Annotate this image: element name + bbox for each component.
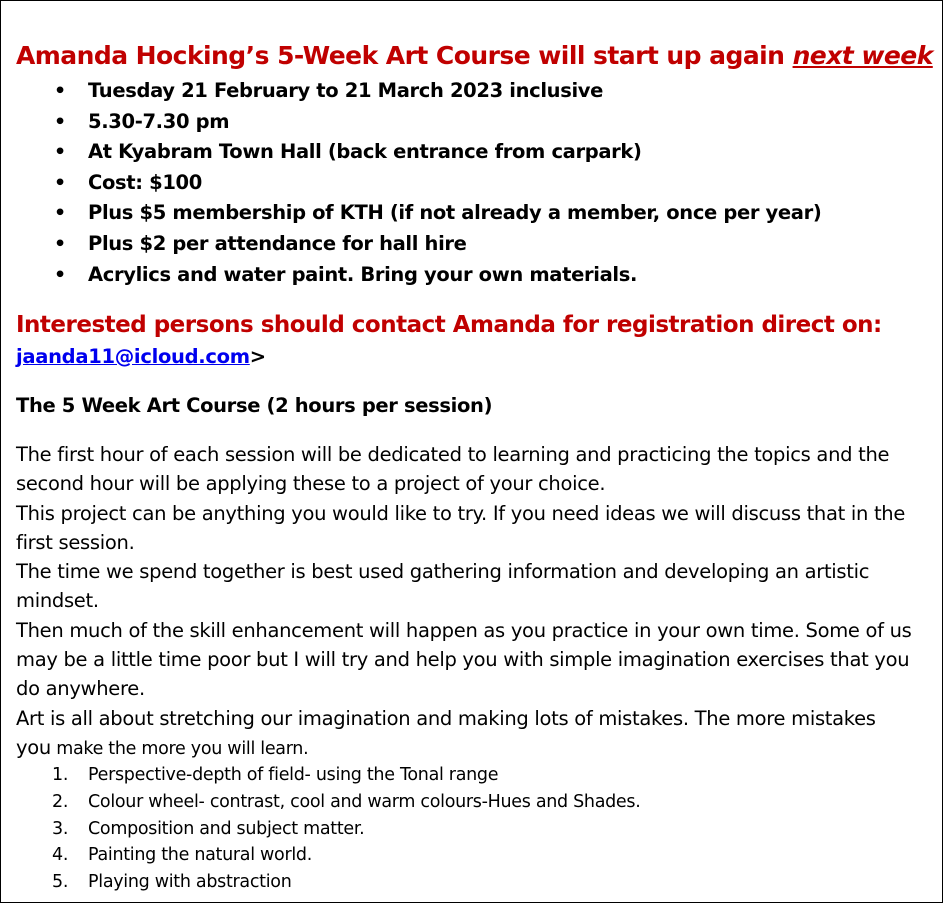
bullet-icon: • [54, 171, 66, 194]
course-topics-list [1, 762, 942, 896]
description-paragraph: This project can be anything you would like to try. If you need ideas we will discuss that in the first session. [16, 501, 906, 554]
topic-text: Composition and subject matter. [88, 818, 365, 839]
course-title-main: Amanda Hocking’s 5-Week Art Course will start up again [16, 41, 793, 70]
email-trailing-text: > [249, 345, 266, 368]
course-subheading: The 5 Week Art Course (2 hours per session) [16, 394, 493, 417]
topic-item [1, 869, 942, 896]
bullet-icon: • [54, 110, 66, 133]
detail-item-dates: • Tuesday 21 February to 21 March 2023 inclusive [1, 76, 942, 107]
email-line [16, 342, 266, 372]
topic-item [1, 789, 942, 816]
course-description [16, 440, 936, 764]
topic-text: Colour wheel- contrast, cool and warm colours-Hues and Shades. [88, 791, 641, 812]
topic-number: 4. [52, 845, 69, 866]
detail-item-venue: • At Kyabram Town Hall (back entrance from carpark) [1, 137, 942, 168]
bullet-icon: • [54, 232, 66, 255]
topic-number: 1. [52, 765, 69, 785]
detail-item-membership: • Plus $5 membership of KTH (if not already a member, once per year) [1, 198, 942, 229]
contact-heading: Interested persons should contact Amanda for registration direct on: [16, 312, 882, 338]
description-paragraph: The first hour of each session will be dedicated to learning and practicing the topics and the second hour will be applying these to a project of your choice. [16, 443, 890, 496]
last-paragraph-line2-start: you [16, 735, 51, 759]
last-paragraph-line2-rest: make the more you will learn. [50, 738, 309, 759]
last-paragraph-line1: Art is all about stretching our imagination and making lots of mistakes. The more mistakes [16, 706, 876, 730]
topic-number: 3. [52, 818, 69, 839]
topic-item [1, 816, 942, 843]
topic-number: 5. [52, 872, 69, 893]
detail-item-hall-hire: • Plus $2 per attendance for hall hire [1, 229, 942, 260]
topic-item [1, 762, 942, 789]
bullet-icon: • [54, 202, 66, 225]
topic-text: Playing with abstraction [88, 872, 292, 893]
bullet-icon: • [54, 141, 66, 164]
description-paragraph: The time we spend together is best used gathering information and developing an artistic mindset. [16, 560, 870, 613]
description-paragraph: Then much of the skill enhancement will happen as you practice in your own time. Some of us may be a little time poor but I will try and help you with simple imagination exercises that you do anywhere. [16, 618, 912, 701]
description-paragraph-last [16, 704, 936, 765]
detail-item-time: • 5.30-7.30 pm [1, 107, 942, 138]
detail-item-cost: • Cost: $100 [1, 168, 942, 199]
topic-item [1, 842, 942, 869]
course-details-list [1, 76, 942, 290]
bullet-icon: • [54, 263, 66, 286]
course-title [16, 39, 933, 73]
email-link[interactable]: jaanda11@icloud.com [16, 345, 250, 368]
detail-item-materials: • Acrylics and water paint. Bring your own materials. [1, 260, 942, 291]
topic-text: Painting the natural world. [88, 845, 312, 866]
bullet-icon: • [54, 80, 66, 102]
topic-number: 2. [52, 791, 69, 812]
topic-text: Perspective-depth of field- using the Tonal range [88, 765, 499, 785]
course-title-emphasis: next week [792, 41, 933, 70]
